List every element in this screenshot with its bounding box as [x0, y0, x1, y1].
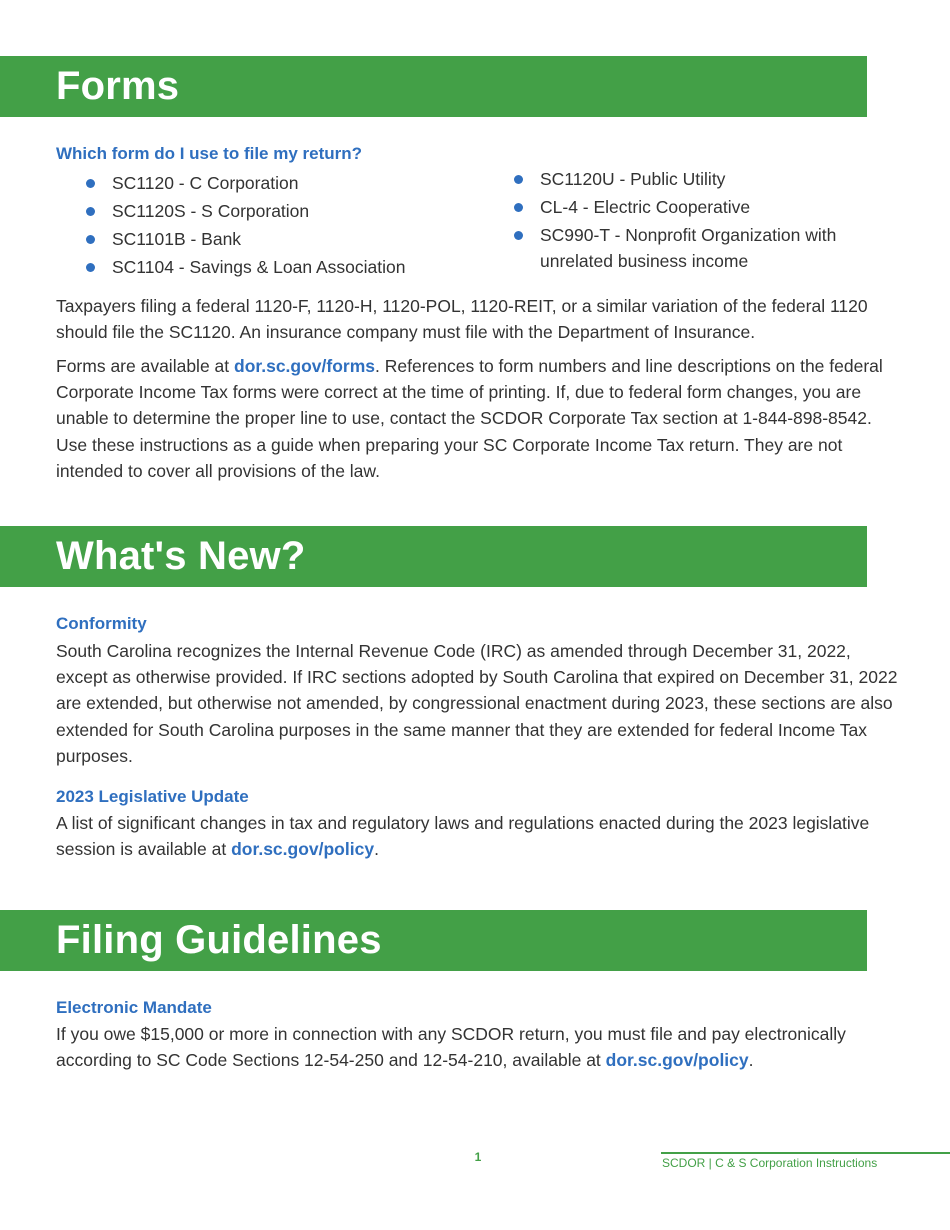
list-item: SC1120U - Public Utility [512, 165, 872, 193]
whats-new-section-banner [0, 526, 867, 587]
bullet-icon [514, 175, 523, 184]
filing-guidelines-heading: Filing Guidelines [56, 918, 382, 962]
forms-question: Which form do I use to file my return? [56, 144, 363, 163]
page-number: 1 [474, 1150, 482, 1164]
policy-link[interactable]: dor.sc.gov/policy [231, 839, 375, 860]
list-item: SC1120S - S Corporation [84, 197, 484, 225]
forms-section-banner [0, 56, 867, 117]
list-item: SC1101B - Bank [84, 225, 484, 253]
footer-divider [661, 1152, 950, 1154]
legislative-update-heading: 2023 Legislative Update [56, 787, 249, 806]
list-item: SC990-T - Nonprofit Organization with unrelated business income [512, 221, 872, 274]
forms-link[interactable]: dor.sc.gov/forms [234, 356, 376, 376]
bullet-icon [86, 179, 95, 188]
forms-paragraph-2: Forms are available at dor.sc.gov/forms. References to form numbers and line descriptions on the federal Corporate Income Tax forms were correct at the time of printing. If, due to federal form changes, you are unable to determine the proper line to use, contact the SCDOR Corporate Tax section at 1-844-898-8542. Use these instructions as a guide when preparing your SC Corporate Income Tax return. They are not intended to cover all provisions of the law. [56, 356, 883, 481]
conformity-paragraph: South Carolina recognizes the Internal Revenue Code (IRC) as amended through December 31, 2022, except as otherwise provided. If IRC sections adopted by South Carolina that expired on December 31, 2022 are extended, but otherwise not amended, by congressional enactment during 2023, these sections are also extended for South Carolina purposes in the same manner that they are extended for federal Income Tax purposes. [56, 641, 898, 766]
electronic-mandate-paragraph: If you owe $15,000 or more in connection with any SCDOR return, you must file and pay electronically according to SC Code Sections 12-54-250 and 12-54-210, available at dor.sc.gov/policy. [56, 1024, 846, 1071]
forms-list-right [512, 165, 872, 274]
electronic-mandate-heading: Electronic Mandate [56, 998, 212, 1017]
conformity-heading: Conformity [56, 614, 147, 633]
legislative-update-paragraph: A list of significant changes in tax and regulatory laws and regulations enacted during the 2023 legislative session is available at dor.sc.gov/policy. [56, 813, 870, 860]
forms-paragraph-1: Taxpayers filing a federal 1120-F, 1120-H, 1120-POL, 1120-REIT, or a similar variation of the federal 1120 should file the SC1120. An insurance company must file with the Department of Insurance. [56, 296, 868, 343]
list-item: SC1104 - Savings & Loan Association [84, 253, 484, 281]
forms-list-left [84, 169, 484, 281]
bullet-icon [514, 203, 523, 212]
list-item: CL-4 - Electric Cooperative [512, 193, 872, 221]
policy-link[interactable]: dor.sc.gov/policy [605, 1050, 749, 1071]
filing-guidelines-section-banner [0, 910, 867, 971]
bullet-icon [86, 263, 95, 272]
bullet-icon [86, 207, 95, 216]
forms-heading: Forms [56, 64, 180, 108]
list-item: SC1120 - C Corporation [84, 169, 484, 197]
whats-new-heading: What's New? [56, 534, 306, 578]
bullet-icon [86, 235, 95, 244]
footer-title: SCDOR | C & S Corporation Instructions [662, 1156, 878, 1170]
bullet-icon [514, 231, 523, 240]
